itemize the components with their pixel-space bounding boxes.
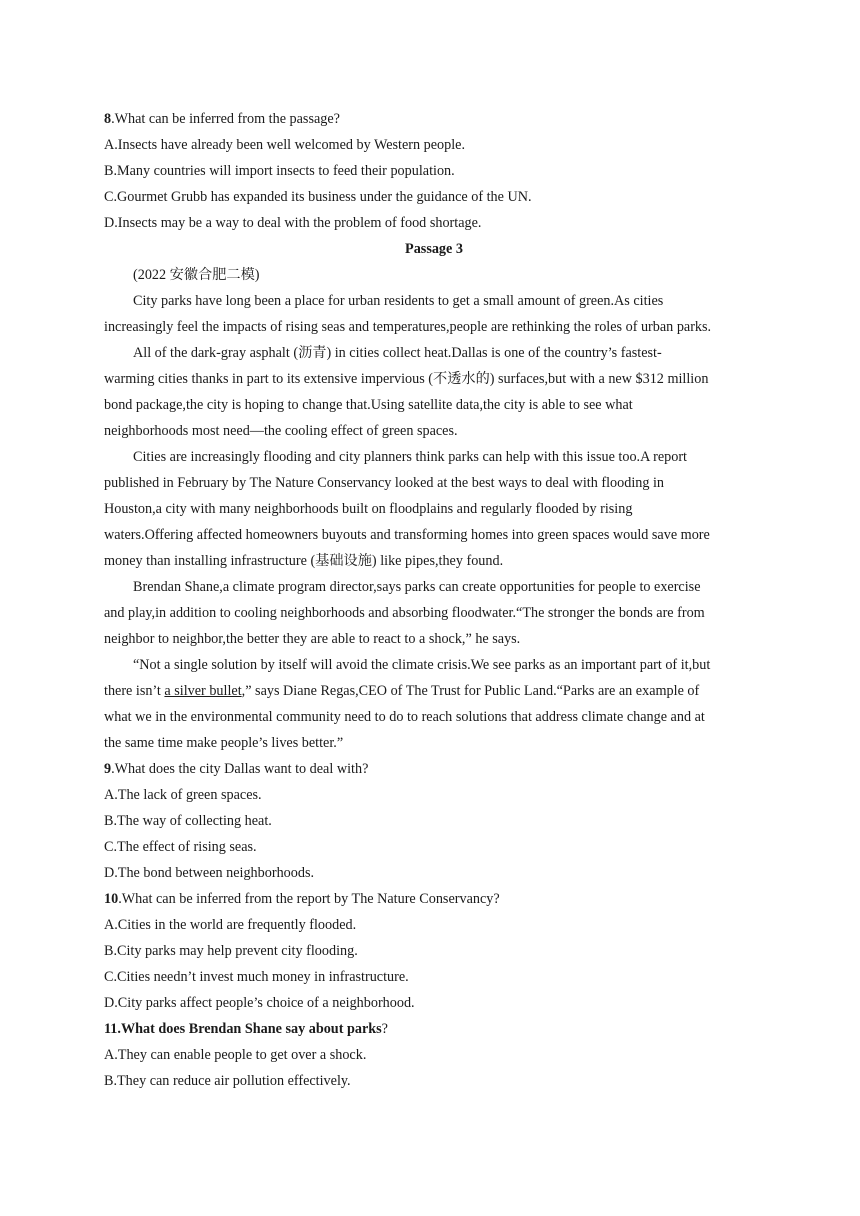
paragraph-1-line: increasingly feel the impacts of rising seas and temperatures,people are rethinking the roles of urban parks. — [104, 319, 712, 335]
paragraph-3-line: Houston,a city with many neighborhoods built on floodplains and regularly flooded by rising — [104, 501, 633, 517]
question-10-option-b: B.City parks may help prevent city flooding. — [104, 943, 358, 959]
text-segment: ,” says Diane Regas,CEO of The Trust for Public Land.“Parks are an example of — [241, 683, 700, 699]
question-8-option-a: A.Insects have already been well welcomed by Western people. — [104, 137, 466, 153]
paragraph-2-line: warming cities thanks in part to its extensive impervious (不透水的) surfaces,but with a new $312 million — [104, 371, 709, 387]
question-10-option-a: A.Cities in the world are frequently flooded. — [104, 917, 357, 933]
question-9-stem — [104, 756, 764, 782]
question-8-option-b: B.Many countries will import insects to feed their population. — [104, 163, 455, 179]
question-9-option-b: B.The way of collecting heat. — [104, 813, 272, 829]
question-mark: ? — [381, 1021, 388, 1037]
question-number: 11 — [104, 1021, 118, 1037]
paragraph-3-line: waters.Offering affected homeowners buyouts and transforming homes into green spaces would save more — [104, 527, 710, 543]
paragraph-5-line: the same time make people’s lives better.” — [104, 735, 344, 751]
question-9-option-d: D.The bond between neighborhoods. — [104, 865, 315, 881]
question-9-option-a: A.The lack of green spaces. — [104, 787, 262, 803]
question-10-stem — [104, 886, 764, 912]
document-page — [104, 106, 764, 1094]
question-text: .What does the city Dallas want to deal with? — [111, 761, 369, 777]
paragraph-2-line: neighborhoods most need—the cooling effect of green spaces. — [104, 423, 458, 439]
passage-source: (2022 安徽合肥二模) — [133, 267, 260, 283]
question-8-option-c: C.Gourmet Grubb has expanded its business under the guidance of the UN. — [104, 189, 532, 205]
paragraph-3-line: published in February by The Nature Conservancy looked at the best ways to deal with flooding in — [104, 475, 665, 491]
paragraph-5-line — [104, 678, 764, 704]
question-10-option-c: C.Cities needn’t invest much money in infrastructure. — [104, 969, 409, 985]
question-number: 8 — [104, 111, 112, 127]
paragraph-4-line: neighbor to neighbor,the better they are able to react to a shock,” he says. — [104, 631, 521, 647]
paragraph-5-line: what we in the environmental community need to do to reach solutions that address climate change and at — [104, 709, 705, 725]
question-text: .What does Brendan Shane say about parks — [117, 1021, 382, 1037]
paragraph-2-line: All of the dark-gray asphalt (沥青) in cities collect heat.Dallas is one of the country’s fastest- — [133, 345, 662, 361]
question-number: 10 — [104, 891, 119, 907]
passage-title: Passage 3 — [405, 241, 463, 257]
question-text: .What can be inferred from the report by The Nature Conservancy? — [118, 891, 500, 907]
question-8-option-d: D.Insects may be a way to deal with the problem of food shortage. — [104, 215, 482, 231]
question-10-option-d: D.City parks affect people’s choice of a neighborhood. — [104, 995, 415, 1011]
paragraph-4-line: Brendan Shane,a climate program director,says parks can create opportunities for people to exercise — [133, 579, 701, 595]
paragraph-3-line: Cities are increasingly flooding and city planners think parks can help with this issue too.A report — [133, 449, 687, 465]
paragraph-2-line: bond package,the city is hoping to change that.Using satellite data,the city is able to see what — [104, 397, 633, 413]
question-number: 9 — [104, 761, 112, 777]
question-text: .What can be inferred from the passage? — [111, 111, 340, 127]
paragraph-5-line: “Not a single solution by itself will avoid the climate crisis.We see parks as an important part of it,but — [133, 657, 711, 673]
paragraph-1-line: City parks have long been a place for urban residents to get a small amount of green.As cities — [133, 293, 664, 309]
question-9-option-c: C.The effect of rising seas. — [104, 839, 257, 855]
question-8-stem — [104, 106, 764, 132]
question-11-option-b: B.They can reduce air pollution effectively. — [104, 1073, 351, 1089]
text-segment: there isn’t — [104, 683, 165, 699]
paragraph-4-line: and play,in addition to cooling neighborhoods and absorbing floodwater.“The stronger the bonds are from — [104, 605, 705, 621]
question-11-option-a: A.They can enable people to get over a shock. — [104, 1047, 367, 1063]
paragraph-3-line: money than installing infrastructure (基础设施) like pipes,they found. — [104, 553, 504, 569]
underlined-phrase: a silver bullet — [164, 683, 242, 699]
question-11-stem — [104, 1016, 764, 1042]
